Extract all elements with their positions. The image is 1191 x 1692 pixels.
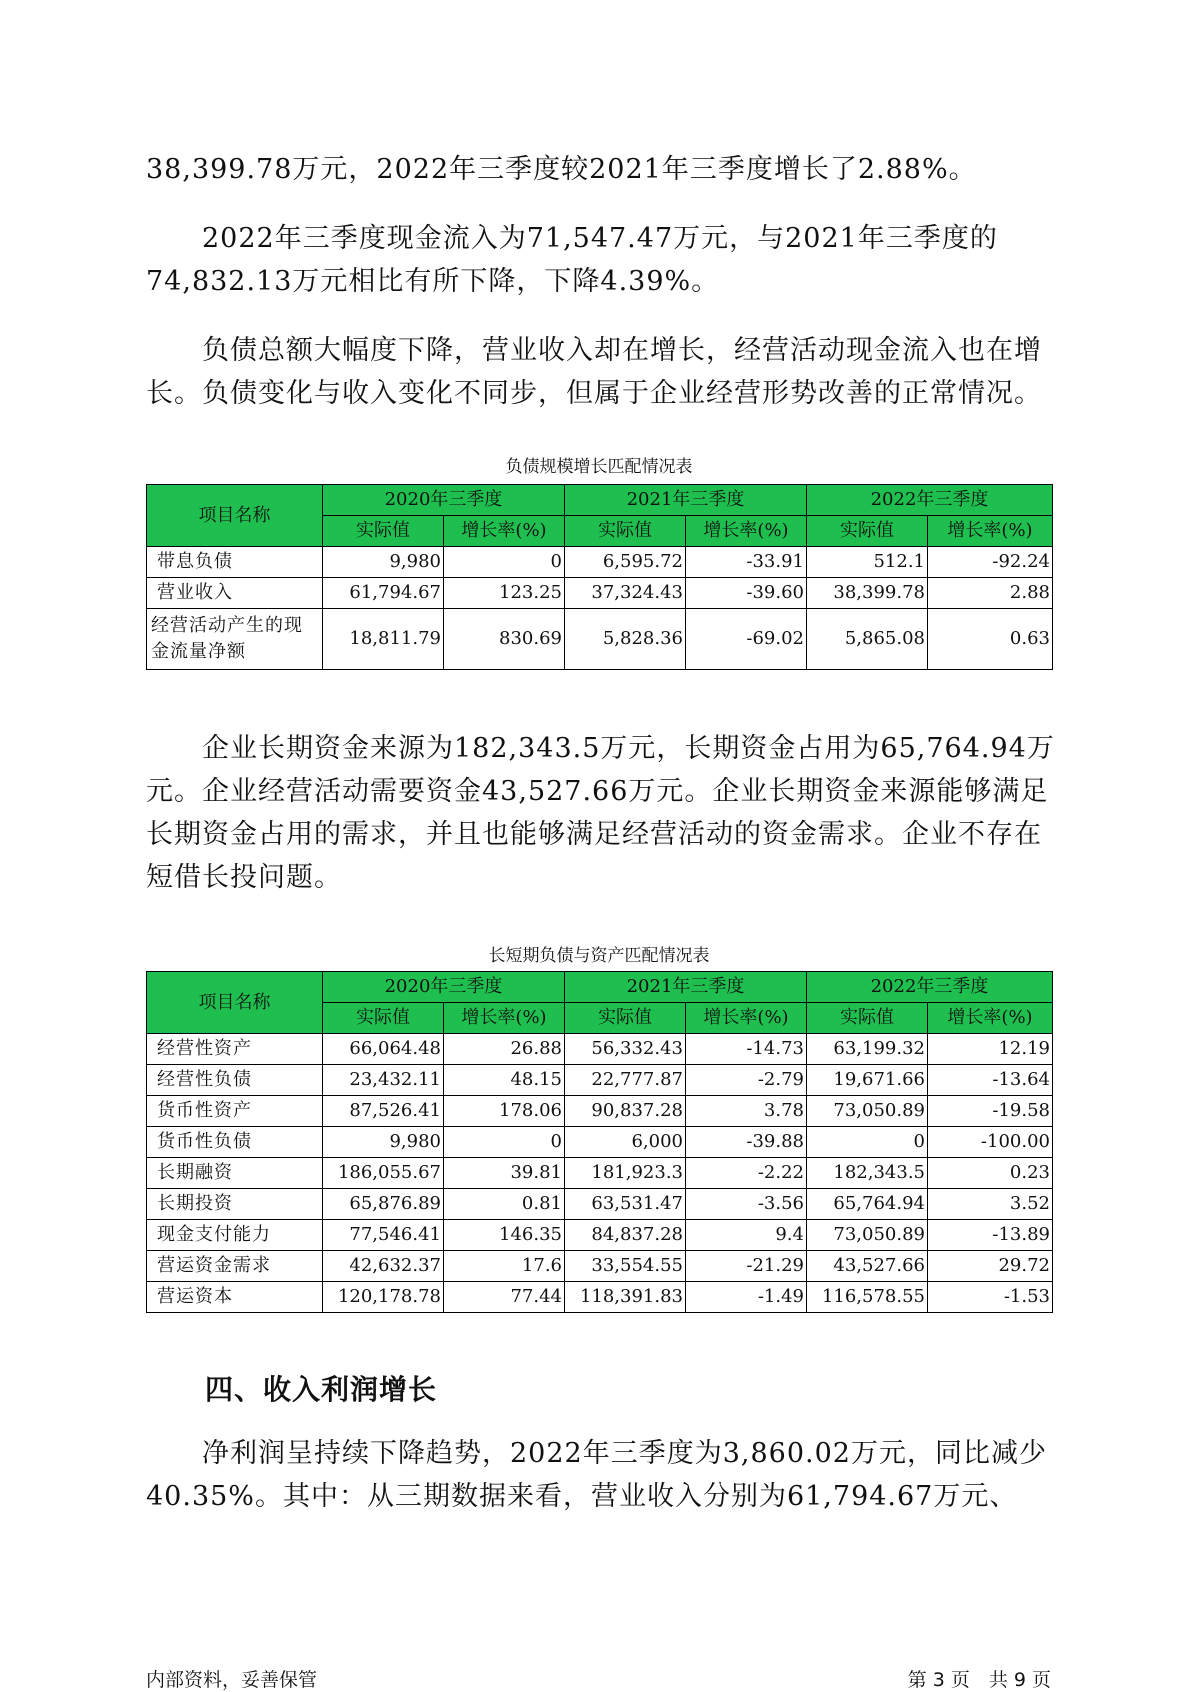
sub-header-growth: 增长率(%) bbox=[444, 1003, 565, 1034]
table-row bbox=[147, 547, 1053, 578]
cell: 9,980 bbox=[323, 547, 444, 578]
period-header: 2021年三季度 bbox=[565, 485, 807, 516]
cell: 3.78 bbox=[686, 1096, 807, 1127]
cell: 178.06 bbox=[444, 1096, 565, 1127]
cell: 9,980 bbox=[323, 1127, 444, 1158]
cell: 118,391.83 bbox=[565, 1282, 686, 1313]
cell: 87,526.41 bbox=[323, 1096, 444, 1127]
cell: 43,527.66 bbox=[807, 1251, 928, 1282]
sub-header-growth: 增长率(%) bbox=[686, 516, 807, 547]
cell: 0.81 bbox=[444, 1189, 565, 1220]
paragraph-1: 38,399.78万元，2022年三季度较2021年三季度增长了2.88%。 bbox=[146, 154, 977, 185]
cell: 90,837.28 bbox=[565, 1096, 686, 1127]
cell: 0 bbox=[444, 547, 565, 578]
cell: 182,343.5 bbox=[807, 1158, 928, 1189]
cell: -92.24 bbox=[928, 547, 1053, 578]
table-debt-asset-match bbox=[146, 971, 1053, 1313]
cell: -33.91 bbox=[686, 547, 807, 578]
paragraph-5: 净利润呈持续下降趋势，2022年三季度为3,860.02万元，同比减少40.35%。其中：从三期数据来看，营业收入分别为61,794.67万元、 bbox=[146, 1438, 1047, 1512]
row-name: 现金支付能力 bbox=[147, 1220, 323, 1251]
sub-header-actual: 实际值 bbox=[323, 516, 444, 547]
cell: 61,794.67 bbox=[323, 578, 444, 609]
table-row bbox=[147, 1158, 1053, 1189]
cell: -13.64 bbox=[928, 1065, 1053, 1096]
sub-header-actual: 实际值 bbox=[807, 516, 928, 547]
cell: 181,923.3 bbox=[565, 1158, 686, 1189]
cell: 42,632.37 bbox=[323, 1251, 444, 1282]
cell: 66,064.48 bbox=[323, 1034, 444, 1065]
table2-caption: 长短期负债与资产匹配情况表 bbox=[488, 946, 710, 966]
cell: 84,837.28 bbox=[565, 1220, 686, 1251]
row-name: 货币性资产 bbox=[147, 1096, 323, 1127]
cell: 33,554.55 bbox=[565, 1251, 686, 1282]
cell: -39.88 bbox=[686, 1127, 807, 1158]
period-header: 2022年三季度 bbox=[807, 485, 1053, 516]
table1-caption: 负债规模增长匹配情况表 bbox=[505, 457, 693, 477]
paragraph-3: 负债总额大幅度下降，营业收入却在增长，经营活动现金流入也在增长。负债变化与收入变化不同步，但属于企业经营形势改善的正常情况。 bbox=[146, 335, 1042, 409]
table-row bbox=[147, 1282, 1053, 1313]
cell: 22,777.87 bbox=[565, 1065, 686, 1096]
cell: -2.22 bbox=[686, 1158, 807, 1189]
row-name: 经营活动产生的现金流量净额 bbox=[147, 609, 323, 670]
row-name: 长期投资 bbox=[147, 1189, 323, 1220]
cell: 23,432.11 bbox=[323, 1065, 444, 1096]
cell: 3.52 bbox=[928, 1189, 1053, 1220]
sub-header-actual: 实际值 bbox=[807, 1003, 928, 1034]
row-name: 营业收入 bbox=[147, 578, 323, 609]
cell: 512.1 bbox=[807, 547, 928, 578]
cell: -19.58 bbox=[928, 1096, 1053, 1127]
table-row bbox=[147, 1034, 1053, 1065]
cell: 120,178.78 bbox=[323, 1282, 444, 1313]
sub-header-growth: 增长率(%) bbox=[444, 516, 565, 547]
cell: -100.00 bbox=[928, 1127, 1053, 1158]
cell: 5,865.08 bbox=[807, 609, 928, 670]
table-row bbox=[147, 1220, 1053, 1251]
cell: 18,811.79 bbox=[323, 609, 444, 670]
cell: 9.4 bbox=[686, 1220, 807, 1251]
cell: 830.69 bbox=[444, 609, 565, 670]
period-header: 2020年三季度 bbox=[323, 485, 565, 516]
cell: 39.81 bbox=[444, 1158, 565, 1189]
cell: 29.72 bbox=[928, 1251, 1053, 1282]
table-row bbox=[147, 1189, 1053, 1220]
cell: -14.73 bbox=[686, 1034, 807, 1065]
cell: 63,531.47 bbox=[565, 1189, 686, 1220]
cell: -13.89 bbox=[928, 1220, 1053, 1251]
cell: 0 bbox=[807, 1127, 928, 1158]
cell: -3.56 bbox=[686, 1189, 807, 1220]
cell: 17.6 bbox=[444, 1251, 565, 1282]
period-header: 2020年三季度 bbox=[323, 972, 565, 1003]
cell: 5,828.36 bbox=[565, 609, 686, 670]
cell: 73,050.89 bbox=[807, 1220, 928, 1251]
cell: 73,050.89 bbox=[807, 1096, 928, 1127]
cell: 116,578.55 bbox=[807, 1282, 928, 1313]
cell: 123.25 bbox=[444, 578, 565, 609]
cell: 186,055.67 bbox=[323, 1158, 444, 1189]
cell: -1.53 bbox=[928, 1282, 1053, 1313]
table-row bbox=[147, 609, 1053, 670]
table-row bbox=[147, 1127, 1053, 1158]
sub-header-actual: 实际值 bbox=[323, 1003, 444, 1034]
sub-header-growth: 增长率(%) bbox=[686, 1003, 807, 1034]
row-name: 货币性负债 bbox=[147, 1127, 323, 1158]
row-name: 经营性资产 bbox=[147, 1034, 323, 1065]
item-header: 项目名称 bbox=[147, 485, 323, 547]
page-number: 第 3 页 共 9 页 bbox=[907, 1669, 1051, 1691]
cell: -21.29 bbox=[686, 1251, 807, 1282]
table-row bbox=[147, 1065, 1053, 1096]
cell: 26.88 bbox=[444, 1034, 565, 1065]
row-name: 带息负债 bbox=[147, 547, 323, 578]
cell: 19,671.66 bbox=[807, 1065, 928, 1096]
paragraph-4: 企业长期资金来源为182,343.5万元，长期资金占用为65,764.94万元。企业经营活动需要资金43,527.66万元。企业长期资金来源能够满足长期资金占用的需求，并且也能够满足经营活动的资金需求。企业不存在短借长投问题。 bbox=[146, 733, 1055, 893]
cell: -2.79 bbox=[686, 1065, 807, 1096]
cell: 146.35 bbox=[444, 1220, 565, 1251]
cell: 48.15 bbox=[444, 1065, 565, 1096]
item-header: 项目名称 bbox=[147, 972, 323, 1034]
cell: 77,546.41 bbox=[323, 1220, 444, 1251]
section-heading: 四、收入利润增长 bbox=[205, 1373, 438, 1406]
cell: 37,324.43 bbox=[565, 578, 686, 609]
cell: -39.60 bbox=[686, 578, 807, 609]
cell: 63,199.32 bbox=[807, 1034, 928, 1065]
period-header: 2022年三季度 bbox=[807, 972, 1053, 1003]
cell: 38,399.78 bbox=[807, 578, 928, 609]
cell: 0.23 bbox=[928, 1158, 1053, 1189]
footer-note: 内部资料，妥善保管 bbox=[146, 1669, 318, 1691]
sub-header-actual: 实际值 bbox=[565, 516, 686, 547]
cell: -69.02 bbox=[686, 609, 807, 670]
row-name: 长期融资 bbox=[147, 1158, 323, 1189]
sub-header-actual: 实际值 bbox=[565, 1003, 686, 1034]
table-row bbox=[147, 578, 1053, 609]
table-debt-growth bbox=[146, 484, 1053, 670]
table-row bbox=[147, 1251, 1053, 1282]
cell: 2.88 bbox=[928, 578, 1053, 609]
cell: 77.44 bbox=[444, 1282, 565, 1313]
cell: 6,595.72 bbox=[565, 547, 686, 578]
table-row bbox=[147, 1096, 1053, 1127]
period-header: 2021年三季度 bbox=[565, 972, 807, 1003]
cell: -1.49 bbox=[686, 1282, 807, 1313]
cell: 65,764.94 bbox=[807, 1189, 928, 1220]
row-name: 经营性负债 bbox=[147, 1065, 323, 1096]
cell: 65,876.89 bbox=[323, 1189, 444, 1220]
paragraph-2: 2022年三季度现金流入为71,547.47万元，与2021年三季度的74,832.13万元相比有所下降，下降4.39%。 bbox=[146, 223, 998, 297]
sub-header-growth: 增长率(%) bbox=[928, 1003, 1053, 1034]
cell: 0 bbox=[444, 1127, 565, 1158]
row-name: 营运资金需求 bbox=[147, 1251, 323, 1282]
cell: 12.19 bbox=[928, 1034, 1053, 1065]
cell: 0.63 bbox=[928, 609, 1053, 670]
row-name: 营运资本 bbox=[147, 1282, 323, 1313]
cell: 6,000 bbox=[565, 1127, 686, 1158]
sub-header-growth: 增长率(%) bbox=[928, 516, 1053, 547]
cell: 56,332.43 bbox=[565, 1034, 686, 1065]
